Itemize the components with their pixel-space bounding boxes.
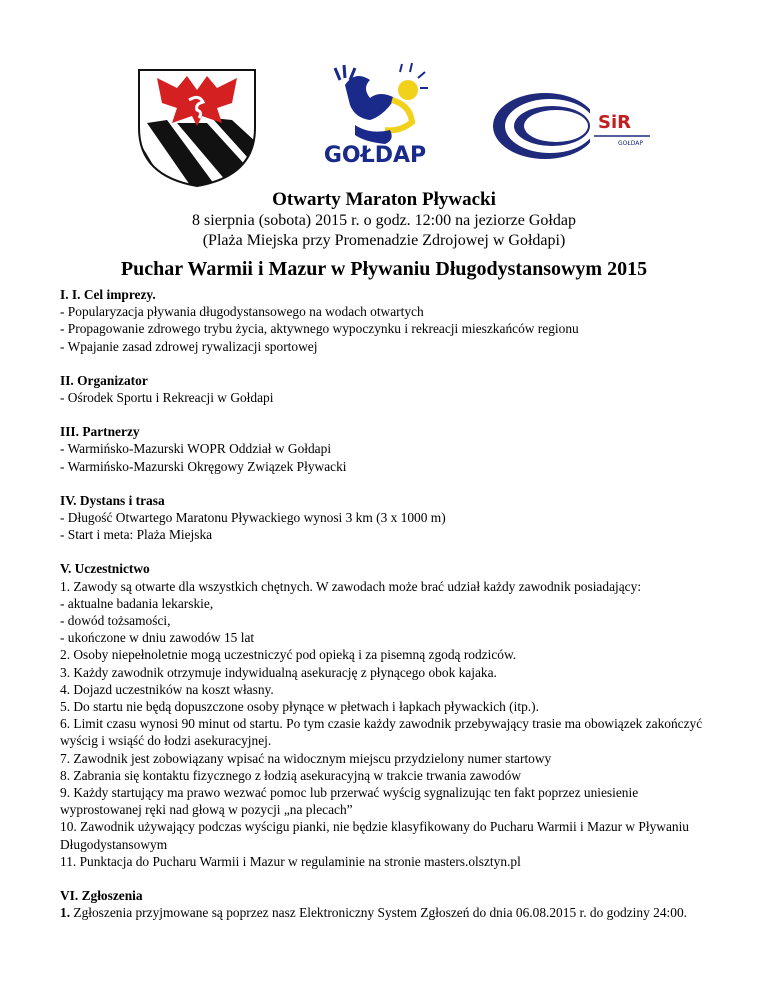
section-line: - Ośrodek Sportu i Rekreacji w Gołdapi bbox=[60, 390, 274, 406]
event-place-line: (Plaża Miejska przy Promenadzie Zdrojowej w Gołdapi) bbox=[202, 232, 566, 249]
section-line bbox=[60, 904, 720, 921]
section-line: - dowód tożsamości, bbox=[60, 613, 171, 629]
event-title: Otwarty Maraton Pływacki bbox=[272, 189, 496, 210]
section-line: 3. Każdy zawodnik otrzymuje indywidualną asekurację z płynącego obok kajaka. bbox=[60, 664, 497, 680]
section-participation bbox=[60, 560, 720, 870]
section-line: - Popularyzacja pływania długodystansowego na wodach otwartych bbox=[60, 304, 424, 320]
logos-row bbox=[0, 60, 768, 190]
section-heading: V. Uczestnictwo bbox=[60, 561, 150, 577]
section-line: 8. Zabrania się kontaktu fizycznego z łodzią asekuracyjną w trakcie trwania zawodów bbox=[60, 767, 522, 783]
section-heading: VI. Zgłoszenia bbox=[60, 888, 143, 904]
cup-title: Puchar Warmii i Mazur w Pływaniu Długodystansowym 2015 bbox=[120, 258, 648, 280]
section-line: 6. Limit czasu wynosi 90 minut od startu. Po tym czasie każdy zawodnik przebywający trasie ma obowiązek zakończyć wyścig i wsiąść do łodzi asekuracyjnej. bbox=[60, 716, 703, 749]
section-line: 10. Zawodnik używający podczas wyścigu pianki, nie będzie klasyfikowany do Pucharu Warmii i Mazur w Pływaniu Długodystansowym bbox=[60, 819, 689, 852]
section-line: 4. Dojazd uczestników na koszt własny. bbox=[60, 681, 274, 697]
section-heading: IV. Dystans i trasa bbox=[60, 492, 165, 508]
section-line: - aktualne badania lekarskie, bbox=[60, 595, 214, 611]
section-organizer bbox=[60, 372, 720, 406]
section-line: 1. Zawody są otwarte dla wszystkich chętnych. W zawodach może brać udział każdy zawodnik posiadający: bbox=[60, 578, 642, 594]
sir-logo bbox=[490, 88, 660, 166]
section-line: - Długość Otwartego Maratonu Pływackiego wynosi 3 km (3 x 1000 m) bbox=[60, 510, 446, 526]
section-heading: II. Organizator bbox=[60, 372, 148, 388]
section-line: 9. Każdy startujący ma prawo wezwać pomoc lub przerwać wyścig sygnalizując ten fakt poprzez uniesienie wyprostowanej ręki nad głową w pozycji „na plecach” bbox=[60, 785, 639, 818]
section-line: 5. Do startu nie będą dopuszczone osoby płynące w płetwach i łapkach pływackich (itp.). bbox=[60, 699, 539, 715]
section-line: 7. Zawodnik jest zobowiązany wpisać na widocznym miejscu przydzielony numer startowy bbox=[60, 750, 552, 766]
section-line: - Wpajanie zasad zdrowej rywalizacji sportowej bbox=[60, 338, 318, 354]
title-block bbox=[0, 188, 768, 283]
item-number: 1. bbox=[60, 905, 71, 921]
coat-of-arms-logo bbox=[137, 68, 257, 188]
section-line: - ukończone w dniu zawodów 15 lat bbox=[60, 630, 255, 646]
sir-logo-subtext: GOŁDAP bbox=[618, 140, 643, 147]
sir-logo-text: SiR bbox=[598, 112, 631, 133]
section-distance bbox=[60, 492, 720, 544]
section-line: - Warmińsko-Mazurski Okręgowy Związek Pływacki bbox=[60, 458, 347, 474]
regulations-content bbox=[60, 286, 720, 939]
section-registration bbox=[60, 887, 720, 921]
section-partners bbox=[60, 423, 720, 475]
section-line: - Warmińsko-Mazurski WOPR Oddział w Gołdapi bbox=[60, 441, 332, 457]
goldap-logo bbox=[300, 60, 450, 170]
item-text: Zgłoszenia przyjmowane są poprzez nasz Elektroniczny System Zgłoszeń do dnia 06.08.2015 r. do godziny 24:00. bbox=[70, 905, 687, 921]
section-line: - Start i meta: Plaża Miejska bbox=[60, 527, 213, 543]
goldap-logo-text: GOŁDAP bbox=[323, 143, 427, 168]
section-goal bbox=[60, 286, 720, 355]
section-line: 11. Punktacja do Pucharu Warmii i Mazur w regulaminie na stronie masters.olsztyn.pl bbox=[60, 853, 521, 869]
section-heading: III. Partnerzy bbox=[60, 424, 140, 440]
event-date-line: 8 sierpnia (sobota) 2015 r. o godz. 12:00 na jeziorze Gołdap bbox=[192, 212, 576, 229]
section-line: 2. Osoby niepełnoletnie mogą uczestniczyć pod opieką i za pisemną zgodą rodziców. bbox=[60, 647, 517, 663]
section-line: - Propagowanie zdrowego trybu życia, aktywnego wypoczynku i rekreacji mieszkańców regionu bbox=[60, 321, 579, 337]
section-heading: I. I. Cel imprezy. bbox=[60, 287, 156, 302]
